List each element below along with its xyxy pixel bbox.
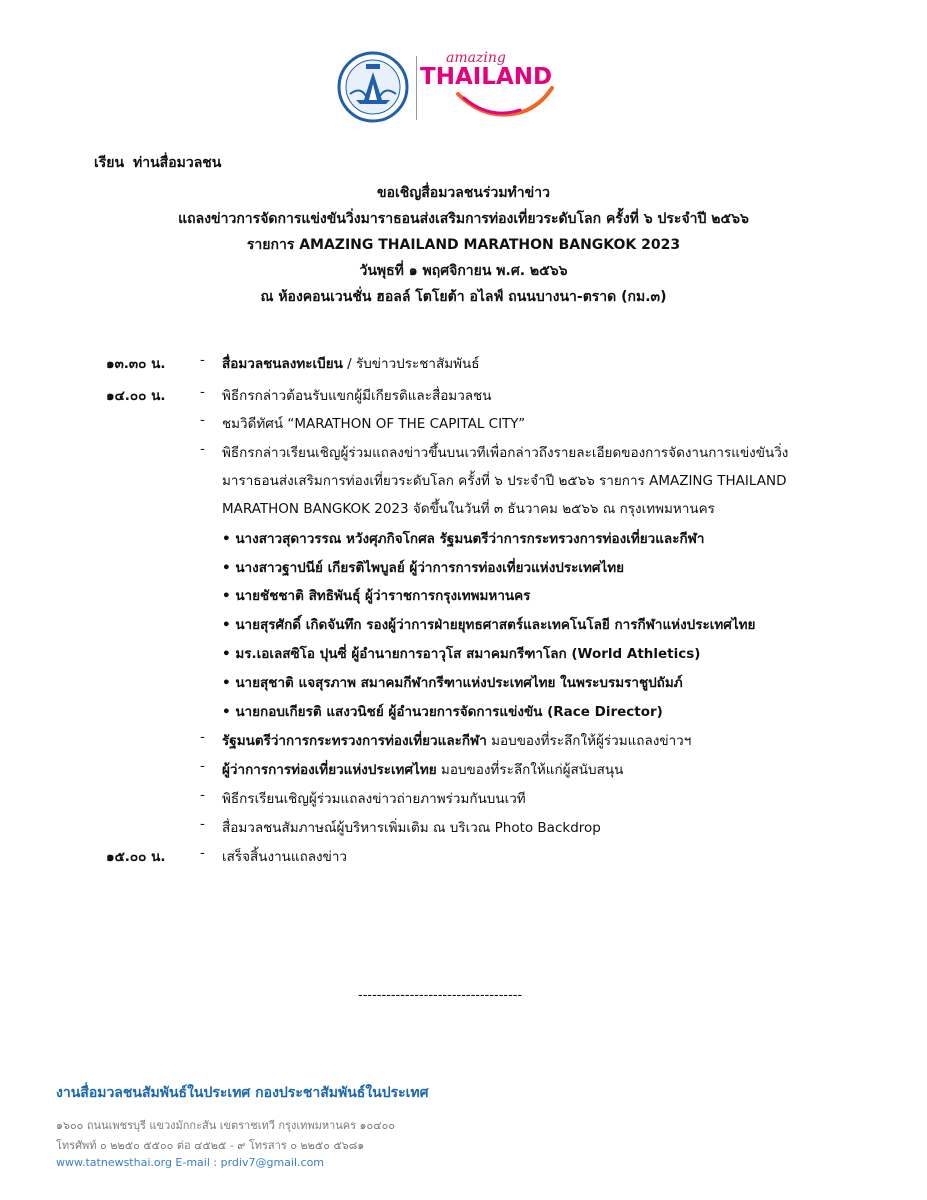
time-label: ๑๕.๐๐ น. bbox=[106, 849, 166, 865]
schedule-item-line: MARATHON BANGKOK 2023 จัดขึ้นในวันที่ ๓ ธันวาคม ๒๕๖๖ ณ กรุงเทพมหานคร bbox=[222, 501, 715, 517]
title-line: แถลงข่าวการจัดการแข่งขันวิ่งมาราธอนส่งเสริมการท่องเที่ยวระดับโลก ครั้งที่ ๖ ประจำปี ๒๕๖๖ bbox=[178, 211, 749, 227]
schedule-item bbox=[222, 352, 480, 374]
speaker-item: • มร.เอเลสซิโอ ปุนซี่ ผู้อำนายการอาวุโส สมาคมกรีฑาโลก (World Athletics) bbox=[222, 646, 701, 662]
schedule-item-rest: / รับข่าวประชาสัมพันธ์ bbox=[342, 356, 480, 372]
footer-web-email[interactable]: www.tatnewsthai.org E-mail : prdiv7@gmail.com bbox=[56, 1156, 325, 1169]
invitation-titles bbox=[60, 180, 867, 310]
speaker-item: • นางสาวฐาปนีย์ เกียรติไพบูลย์ ผู้ว่าการการท่องเที่ยวแห่งประเทศไทย bbox=[222, 560, 625, 576]
schedule-item-bold: ผู้ว่าการการท่องเที่ยวแห่งประเทศไทย bbox=[222, 762, 437, 778]
schedule-item: พิธีกรเรียนเชิญผู้ร่วมแถลงข่าวถ่ายภาพร่วมกันบนเวที bbox=[222, 791, 526, 807]
header-logos bbox=[336, 50, 566, 125]
speaker-item: • นางสาวสุดาวรรณ หวังศุภกิจโกศล รัฐมนตรีว่าการกระทรวงการท่องเที่ยวและกีฬา bbox=[222, 531, 705, 547]
footer-phone: โทรศัพท์ ๐ ๒๒๕๐ ๕๕๐๐ ต่อ ๔๕๒๕ - ๙ โทรสาร ๐ ๒๒๕๐ ๕๖๘๑ bbox=[56, 1139, 365, 1152]
footer-organization: งานสื่อมวลชนสัมพันธ์ในประเทศ กองประชาสัมพันธ์ในประเทศ bbox=[56, 1085, 429, 1101]
thailand-wordmark: THAILAND bbox=[420, 64, 553, 90]
title-line: ขอเชิญสื่อมวลชนร่วมทำข่าว bbox=[377, 185, 550, 201]
salutation bbox=[94, 152, 221, 174]
swoosh-logo-mark bbox=[456, 80, 556, 122]
logo-divider bbox=[416, 56, 417, 120]
time-label: ๑๓.๓๐ น. bbox=[106, 356, 166, 372]
schedule-item-rest: มอบของที่ระลึกให้ผู้ร่วมแถลงข่าวฯ bbox=[486, 733, 692, 749]
dash: - bbox=[200, 412, 205, 428]
dash: - bbox=[200, 787, 205, 803]
tat-seal-logo bbox=[336, 50, 410, 124]
salutation-recipient: ท่านสื่อมวลชน bbox=[132, 155, 222, 171]
salutation-label: เรียน bbox=[94, 155, 125, 171]
speaker-item: • นายกอบเกียรติ แสงวนิชย์ ผู้อำนวยการจัดการแข่งขัน (Race Director) bbox=[222, 704, 663, 720]
speaker-item: • นายชัชชาติ สิทธิพันธุ์ ผู้ว่าราชการกรุงเทพมหานคร bbox=[222, 588, 531, 604]
dash: - bbox=[200, 729, 205, 745]
schedule-item bbox=[222, 729, 691, 751]
schedule-item-rest: มอบของที่ระลึกให้แก่ผู้สนับสนุน bbox=[436, 762, 624, 778]
dash: - bbox=[200, 384, 205, 400]
schedule-item: เสร็จสิ้นงานแถลงข่าว bbox=[222, 849, 348, 865]
time-label: ๑๔.๐๐ น. bbox=[106, 388, 166, 404]
schedule-item bbox=[222, 758, 623, 780]
dash: - bbox=[200, 441, 205, 457]
schedule-item-line: พิธีกรกล่าวเรียนเชิญผู้ร่วมแถลงข่าวขึ้นบนเวทีเพื่อกล่าวถึงรายละเอียดของการจัดงานการแข่งขันวิ่ง bbox=[222, 445, 789, 461]
dash: - bbox=[200, 758, 205, 774]
title-line: รายการ AMAZING THAILAND MARATHON BANGKOK 2023 bbox=[246, 237, 681, 253]
speaker-item: • นายสุชาติ แจสุรภาพ สมาคมกีฬากรีฑาแห่งประเทศไทย ในพระบรมราชูปถัมภ์ bbox=[222, 675, 683, 691]
schedule-item: ชมวิดีทัศน์ “MARATHON OF THE CAPITAL CITY” bbox=[222, 416, 526, 432]
schedule-item-line: มาราธอนส่งเสริมการท่องเที่ยวระดับโลก ครั้งที่ ๖ ประจำปี ๒๕๖๖ รายการ AMAZING THAILAND bbox=[222, 473, 787, 489]
schedule-item-bold: รัฐมนตรีว่าการกระทรวงการท่องเที่ยวและกีฬา bbox=[222, 733, 487, 749]
title-line: วันพุธที่ ๑ พฤศจิกายน พ.ศ. ๒๕๖๖ bbox=[359, 263, 568, 279]
schedule-item: พิธีกรกล่าวต้อนรับแขกผู้มีเกียรติและสื่อมวลชน bbox=[222, 388, 492, 404]
title-line: ณ ห้องคอนเวนชั่น ฮอลล์ โตโยต้า อไลฟ์ ถนนบางนา-ตราด (กม.๓) bbox=[260, 289, 667, 305]
footer-address: ๑๖๐๐ ถนนเพชรบุรี แขวงมักกะสัน เขตราชเทวี กรุงเทพมหานคร ๑๐๔๐๐ bbox=[56, 1119, 395, 1132]
dash: - bbox=[200, 845, 205, 861]
speaker-item: • นายสุรศักดิ์ เกิดจันทึก รองผู้ว่าการฝ่ายยุทธศาสตร์และเทคโนโลยี การกีฬาแห่งประเทศไทย bbox=[222, 617, 756, 633]
schedule-item-bold: สื่อมวลชนลงทะเบียน bbox=[222, 356, 343, 372]
amazing-wordmark: amazing bbox=[446, 50, 506, 66]
dash: - bbox=[200, 352, 205, 368]
separator-line: ----------------------------------- bbox=[358, 988, 523, 1003]
dash: - bbox=[200, 816, 205, 832]
schedule-item: สื่อมวลชนสัมภาษณ์ผู้บริหารเพิ่มเติม ณ บริเวณ Photo Backdrop bbox=[222, 820, 601, 836]
